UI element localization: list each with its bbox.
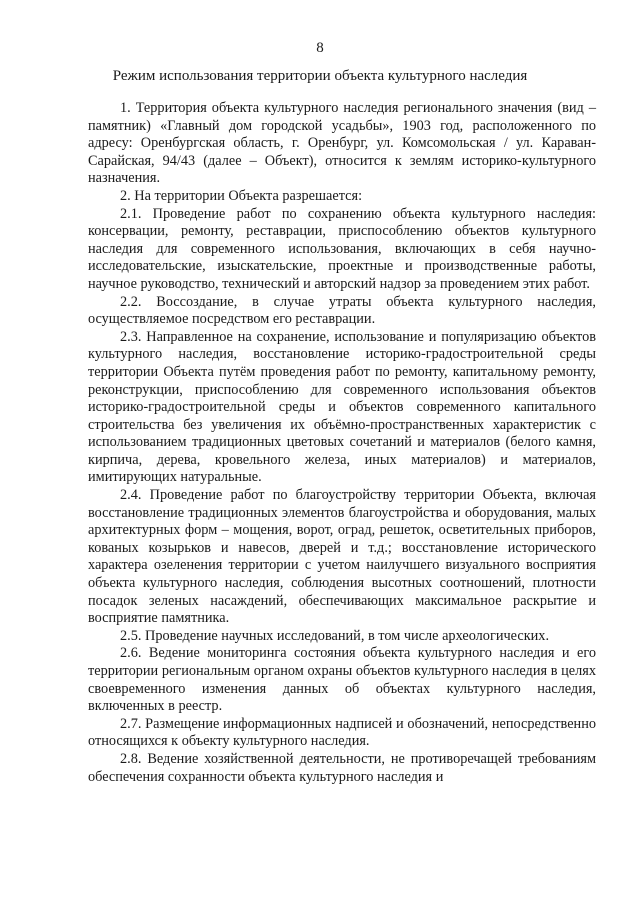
document-body [88, 100, 596, 786]
page-number: 8 [316, 40, 324, 56]
paragraph-2-3: 2.3. Направленное на сохранение, использование и популяризацию объектов культурного наследия, восстановление историко-градостроительной среды территории Объекта путём проведения работ по ремонту, капитальному ремонту, реконструкции, приспособлению для современного использования объектов историко-градостроительной среды и объектов современного капитального строительства без увеличения их объёмно-пространственных характеристик с использованием традиционных цветовых сочетаний и материалов (белого камня, кирпича, дерева, кровельного железа, иных материалов) и материалов, имитирующих натуральные. [88, 328, 596, 486]
section-title: Режим использования территории объекта культурного наследия [112, 68, 528, 84]
paragraph-2-7: 2.7. Размещение информационных надписей и обозначений, непосредственно относящихся к объекту культурного наследия. [88, 715, 596, 750]
paragraph-2-4: 2.4. Проведение работ по благоустройству территории Объекта, включая восстановление традиционных элементов благоустройства и оборудования, малых архитектурных форм – мощения, ворот, оград, решеток, осветительных приборов, кованых козырьков и навесов, дверей и т.д.; восстановление исторического характера озеленения территории с учетом наилучшего визуального восприятия объекта культурного наследия, соблюдения высотных соотношений, плотности посадок зеленых насаждений, обеспечивающих максимальное раскрытие и восприятие памятника. [88, 487, 596, 627]
paragraph-2-2: 2.2. Воссоздание, в случае утраты объекта культурного наследия, осуществляемое посредством его реставрации. [88, 293, 596, 328]
paragraph-2-5: 2.5. Проведение научных исследований, в том числе археологических. [120, 627, 550, 644]
paragraph-2: 2. На территории Объекта разрешается: [120, 187, 363, 204]
paragraph-2-6: 2.6. Ведение мониторинга состояния объекта культурного наследия и его территории региональным органом охраны объектов культурного наследия в целях своевременного изменения данных об объектах культурного наследия, включенных в реестр. [88, 645, 596, 715]
paragraph-1: 1. Территория объекта культурного наследия регионального значения (вид – памятник) «Главный дом городской усадьбы», 1903 год, расположенного по адресу: Оренбургская область, г. Оренбург, ул. Комсомольская / ул. Караван-Сарайская, 94/43 (далее – Объект), относится к землям историко-культурного назначения. [88, 100, 596, 187]
paragraph-2-8: 2.8. Ведение хозяйственной деятельности, не противоречащей требованиям обеспечения сохранности объекта культурного наследия и [88, 750, 596, 785]
paragraph-2-1: 2.1. Проведение работ по сохранению объекта культурного наследия: консервации, ремонту, реставрации, приспособлению объектов культурного наследия для современного использования, включающих в себя научно-исследовательские, изыскательские, проектные и производственные работы, научное руководство, технический и авторский надзор за проведением этих работ. [88, 205, 596, 292]
